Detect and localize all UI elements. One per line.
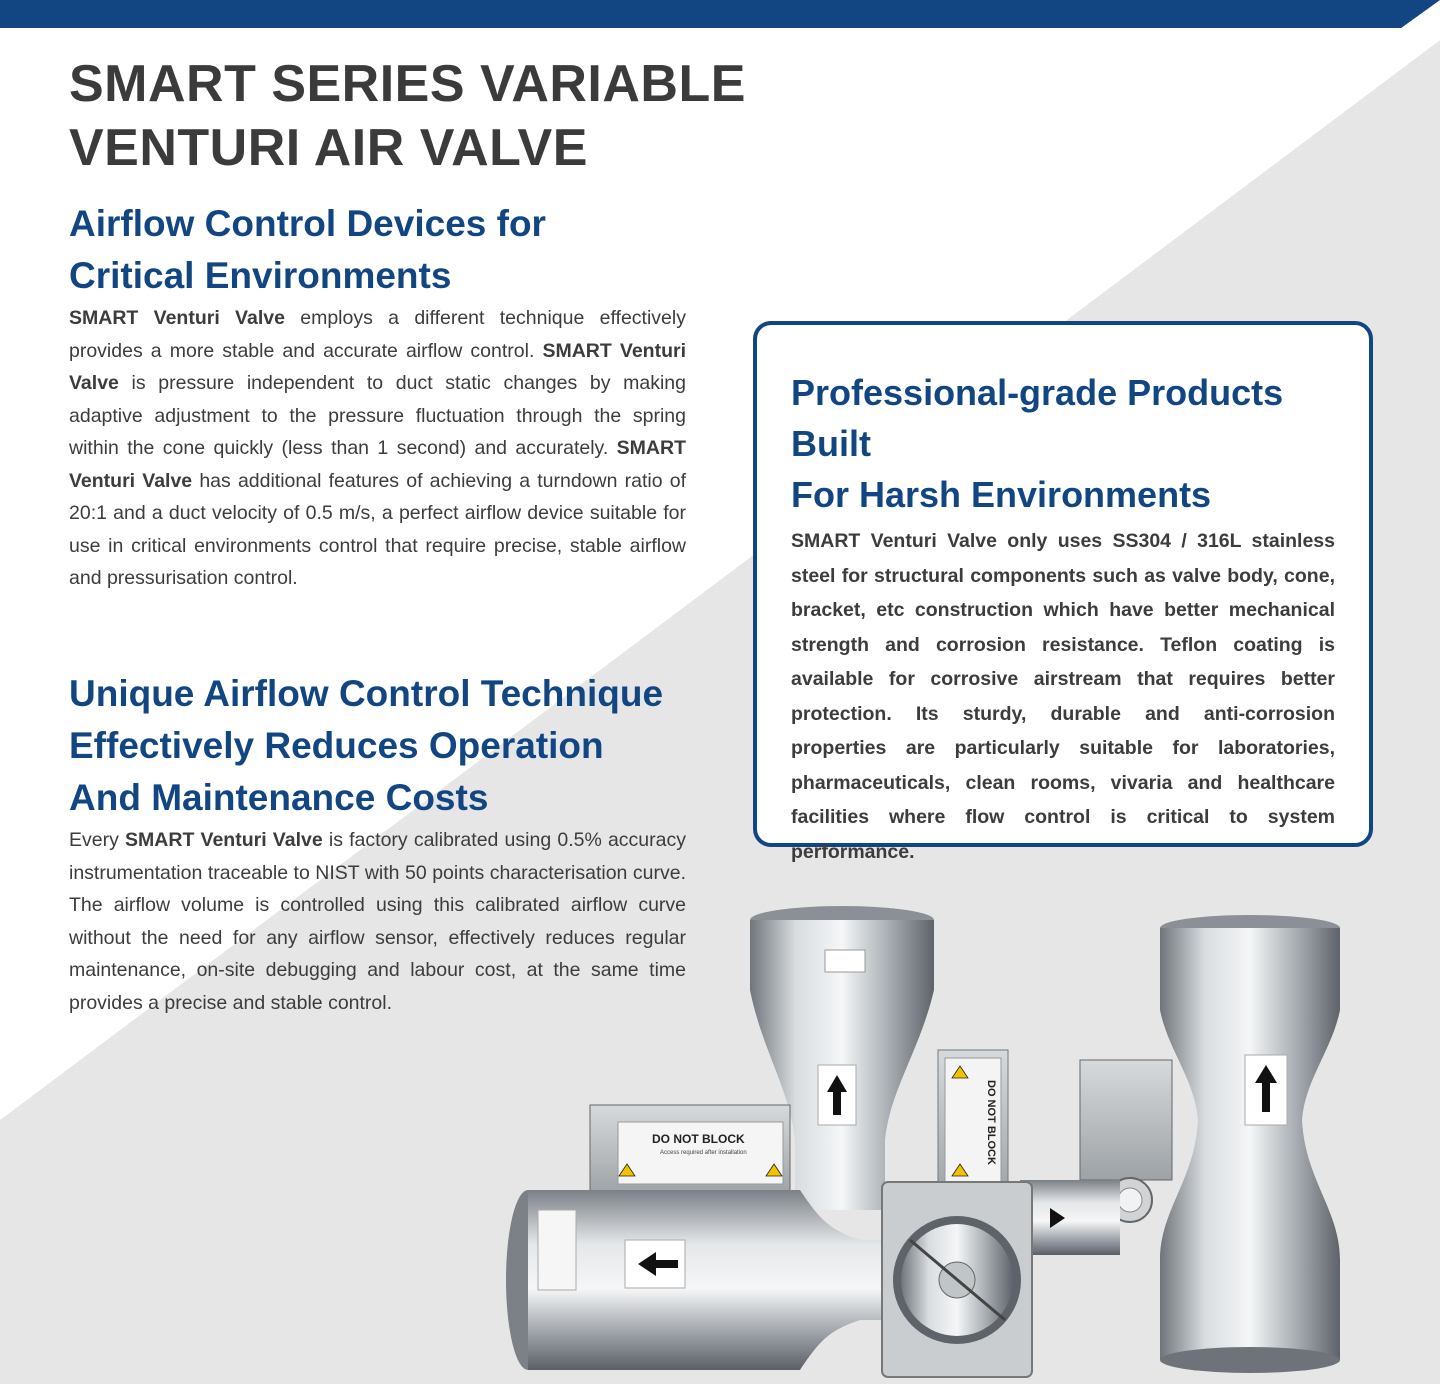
do-not-block-label: DO NOT BLOCK <box>652 1132 745 1146</box>
text-run: has additional features of achieving a turndown ratio of 20:1 and a duct velocity of 0.5 m/s, a perfect airflow device suitable for use in critical environments control that require precise, stable airflow and pressurisation control. <box>69 469 686 589</box>
box-heading <box>791 367 1335 520</box>
section-heading-airflow-line2: Critical Environments <box>69 255 452 296</box>
text-run: Every <box>69 829 126 851</box>
section-heading-technique-line2: Effectively Reduces Operation <box>69 725 604 766</box>
section-heading-airflow <box>69 198 629 302</box>
page-title-line1: SMART SERIES VARIABLE <box>69 55 746 113</box>
brand-name: SMART Venturi Valve <box>69 437 686 492</box>
box-heading-line1: Professional-grade Products Built <box>791 372 1284 464</box>
section-heading-technique <box>69 668 686 824</box>
section-heading-technique-line3: And Maintenance Costs <box>69 777 489 818</box>
do-not-block-label-vertical: DO NOT BLOCK <box>985 1080 997 1165</box>
brand-name: SMART Venturi Valve <box>69 307 285 329</box>
section-heading-technique-line1: Unique Airflow Control Technique <box>69 673 664 714</box>
brand-name: SMART Venturi Valve <box>69 339 686 394</box>
box-paragraph: SMART Venturi Valve only uses SS304 / 316L stainless steel for structural components such as valve body, cone, bracket, etc construction which have better mechanical strength and corrosion resistance. Teflon coating is available for corrosive airstream that requires better protection. Its sturdy, durable and anti-corrosion properties are particularly suitable for laboratories, pharmaceuticals, clean rooms, vivaria and healthcare facilities where flow control is critical to system performance. <box>791 530 1335 863</box>
box-heading-line2: For Harsh Environments <box>791 474 1212 515</box>
section-airflow-paragraph <box>69 302 686 595</box>
brand-name: SMART Venturi Valve <box>125 829 323 851</box>
page-title <box>69 52 769 180</box>
controller-assembly <box>1020 1060 1172 1255</box>
section-heading-airflow-line1: Airflow Control Devices for <box>69 203 546 244</box>
text-run: is factory calibrated using 0.5% accuracy instrumentation traceable to NIST with 50 points characterisation curve. The airflow volume is controlled using this calibrated airflow curve without the need for any airflow sensor, effectively reduces regular maintenance, on-site debugging and labour cost, at the same time provides a precise and stable control. <box>69 829 686 1014</box>
section-airflow-control <box>69 198 686 595</box>
square-flange-outlet <box>882 1182 1032 1377</box>
text-run: is pressure independent to duct static changes by making adaptive adjustment to the pressure fluctuation through the spring within the cone quickly (less than 1 second) and accurately. <box>69 372 686 459</box>
page-title-line2: VENTURI AIR VALVE <box>69 119 588 177</box>
access-label: Access required after installation <box>660 1150 747 1156</box>
actuator-box-vertical <box>938 1050 1008 1200</box>
section-technique-paragraph <box>69 824 686 1019</box>
section-unique-technique <box>69 668 686 1019</box>
professional-grade-box <box>753 321 1373 863</box>
vertical-valve-right <box>1160 915 1340 1373</box>
text-run: employs a different technique effectively provides a more stable and accurate airflow control. <box>69 307 686 362</box>
